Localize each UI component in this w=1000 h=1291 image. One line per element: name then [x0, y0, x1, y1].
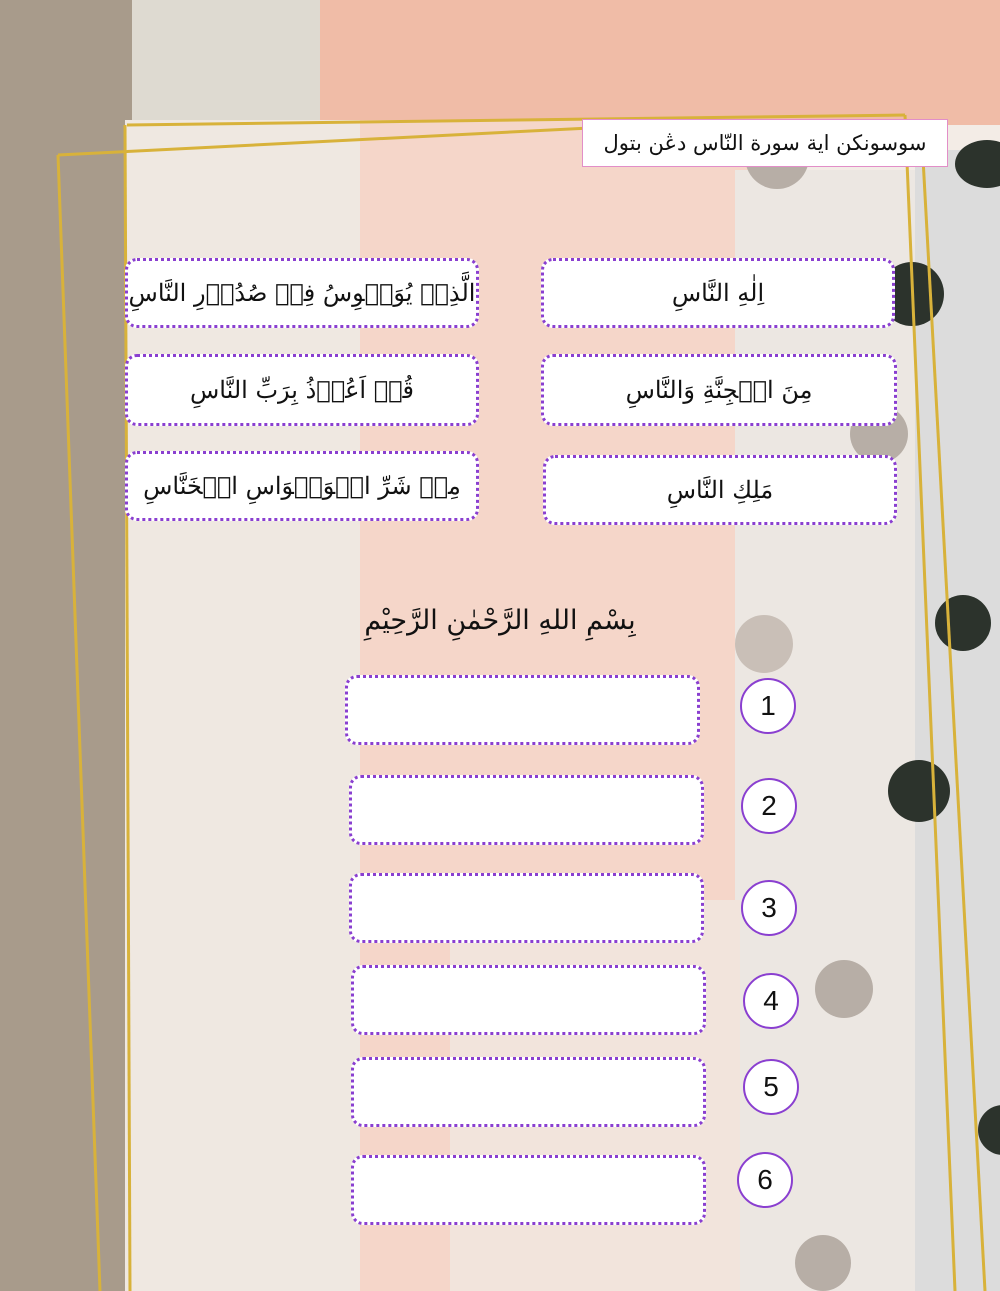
- answer-card[interactable]: الَّذِىۡ يُوَسۡوِسُ فِىۡ صُدُوۡرِ النَّاسِ: [125, 258, 479, 328]
- answer-card[interactable]: مِنَ الۡجِنَّةِ وَالنَّاسِ: [541, 354, 897, 426]
- basmala-heading: بِسْمِ اللهِ الرَّحْمٰنِ الرَّحِيْمِ: [364, 605, 636, 636]
- number-badge: 5: [743, 1059, 799, 1115]
- frame-line: [58, 128, 590, 155]
- worksheet-title: سوسونكن اية سورة النّاس دڠن بتول: [582, 119, 948, 167]
- drop-slot-2[interactable]: [349, 775, 704, 845]
- answer-card[interactable]: اِلٰهِ النَّاسِ: [541, 258, 895, 328]
- answer-card[interactable]: مِنۡ شَرِّ الۡوَسۡوَاسِ الۡخَنَّاسِ: [125, 451, 479, 521]
- answer-card[interactable]: مَلِكِ النَّاسِ: [543, 455, 897, 525]
- number-badge: 6: [737, 1152, 793, 1208]
- drop-slot-4[interactable]: [351, 965, 706, 1035]
- frame-line: [58, 155, 100, 1291]
- drop-slot-5[interactable]: [351, 1057, 706, 1127]
- number-badge: 3: [741, 880, 797, 936]
- drop-slot-6[interactable]: [351, 1155, 706, 1225]
- number-badge: 2: [741, 778, 797, 834]
- number-badge: 1: [740, 678, 796, 734]
- answer-card[interactable]: قُلۡ اَعُوۡذُ بِرَبِّ النَّاسِ: [125, 354, 479, 426]
- drop-slot-3[interactable]: [349, 873, 704, 943]
- number-badge: 4: [743, 973, 799, 1029]
- drop-slot-1[interactable]: [345, 675, 700, 745]
